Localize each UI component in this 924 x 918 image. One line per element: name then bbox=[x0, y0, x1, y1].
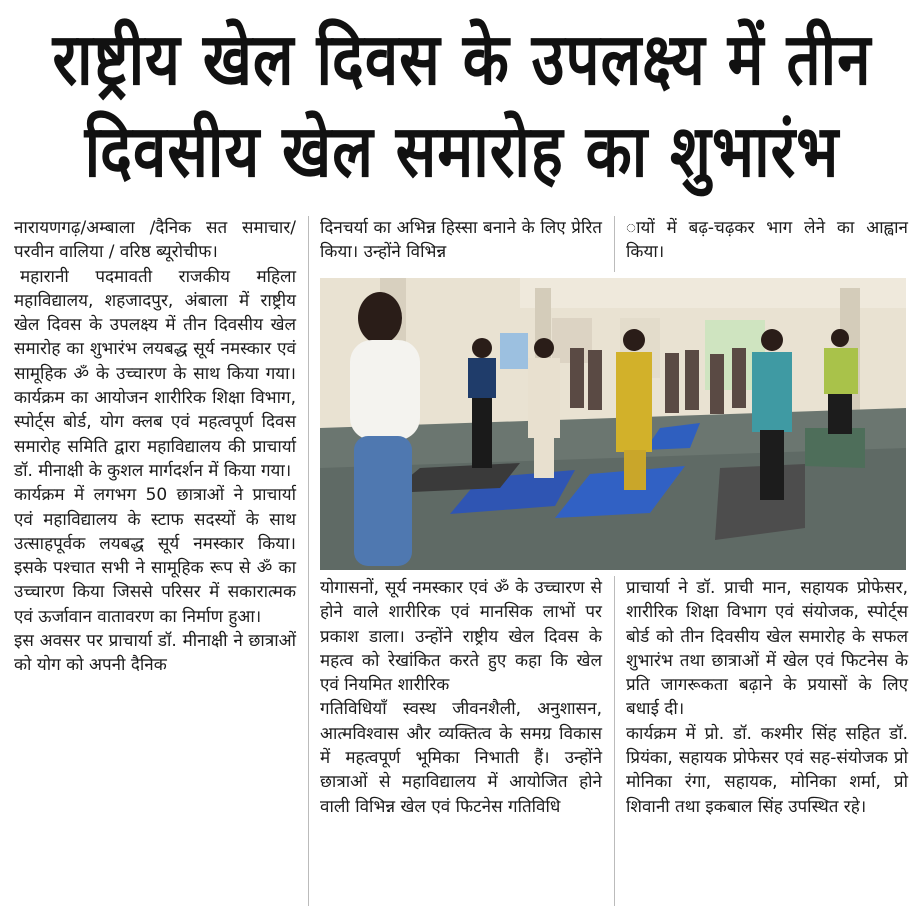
paragraph-col2-bottom-2: गतिविधियाँ स्वस्थ जीवनशैली, अनुशासन, आत्मविश्वास और व्यक्तित्व के समग्र विकास में महत्वपूर्ण भूमिका निभाती हैं। उन्होंने छात्राओं से महाविद्यालय में आयोजित होने वाली विभिन्न खेल एवं फिटनेस गतिविधि bbox=[320, 699, 602, 817]
headline-line-1: राष्ट्रीय खेल दिवस के उपलक्ष्य में तीन bbox=[52, 18, 872, 102]
paragraph-col2-bottom-1: योगासनों, सूर्य नमस्कार एवं ॐ के उच्चारण से होने वाले शारीरिक एवं मानसिक लाभों पर प्रकाश डाला। उन्होंने राष्ट्रीय खेल दिवस के महत्व को रेखांकित करते हुए कहा कि खेल एवं नियमित शारीरिक bbox=[320, 578, 602, 696]
paragraph-col3-top: ायों में बढ़-चढ़कर भाग लेने का आह्वान किया। bbox=[626, 218, 908, 263]
paragraph-3: इस अवसर पर प्राचार्या डॉ. मीनाक्षी ने छात्राओं को योग को अपनी दैनिक bbox=[14, 631, 296, 676]
paragraph-1: महारानी पदमावती राजकीय महिला महाविद्यालय, शहजादपुर, अंबाला में राष्ट्रीय खेल दिवस के उपलक्ष्य में तीन दिवसीय खेल समारोह का शुभारंभ लयबद्ध सूर्य नमस्कार एवं सामूहिक ॐ के उच्चारण के साथ किया गया। कार्यक्रम का आयोजन शारीरिक शिक्षा विभाग, स्पोर्ट्स बोर्ड, योग क्लब एवं महत्वपूर्ण दिवस समारोह समिति द्वारा महाविद्यालय की प्राचार्या डॉ. मीनाक्षी के कुशल मार्गदर्शन में किया गया। bbox=[14, 266, 296, 481]
article-column-3-bottom bbox=[626, 576, 908, 819]
article-column-2-bottom bbox=[320, 576, 602, 819]
article-column-1 bbox=[14, 216, 296, 678]
column-divider bbox=[614, 216, 615, 272]
headline-line-2: दिवसीय खेल समारोह का शुभारंभ bbox=[84, 110, 840, 194]
yoga-session-photo bbox=[320, 278, 906, 570]
paragraph-2: कार्यक्रम में लगभग 50 छात्राओं ने प्राचार्या एवं महाविद्यालय के स्टाफ सदस्यों के साथ उत्साहपूर्वक लयबद्ध सूर्य नमस्कार किया। इसके पश्चात सभी ने सामूहिक रूप से ॐ का उच्चारण किया जिससे परिसर में सकारात्मक एवं ऊर्जावान वातावरण का निर्माण हुआ। bbox=[14, 485, 296, 627]
dateline: नारायणगढ़/अम्बाला /दैनिक सत समाचार/परवीन वालिया / वरिष्ठ ब्यूरोचीफ। bbox=[14, 218, 296, 263]
column-divider bbox=[614, 576, 615, 906]
paragraph-col2-top: दिनचर्या का अभिन्न हिस्सा बनाने के लिए प्रेरित किया। उन्होंने विभिन्न bbox=[320, 218, 602, 263]
article-column-2-top bbox=[320, 216, 602, 265]
column-divider bbox=[308, 216, 309, 906]
paragraph-col3-bottom-2: कार्यक्रम में प्रो. डॉ. कश्मीर सिंह सहित डॉ. प्रियंका, सहायक प्रोफेसर एवं सह-संयोजक प्रो मोनिका रंगा, सहायक, मोनिका शर्मा, प्रो शिवानी तथा इकबाल सिंह उपस्थित रहे। bbox=[626, 723, 908, 817]
headline bbox=[0, 0, 924, 210]
paragraph-col3-bottom-1: प्राचार्या ने डॉ. प्राची मान, सहायक प्रोफेसर, शारीरिक शिक्षा विभाग एवं संयोजक, स्पोर्ट्स बोर्ड को तीन दिवसीय खेल समारोह के सफल शुभारंभ तथा छात्राओं में खेल एवं फिटनेस के प्रति जागरूकता बढ़ाने के प्रयासों के लिए बधाई दी। bbox=[626, 578, 908, 720]
article-column-3-top bbox=[626, 216, 908, 265]
news-photo bbox=[320, 278, 906, 570]
